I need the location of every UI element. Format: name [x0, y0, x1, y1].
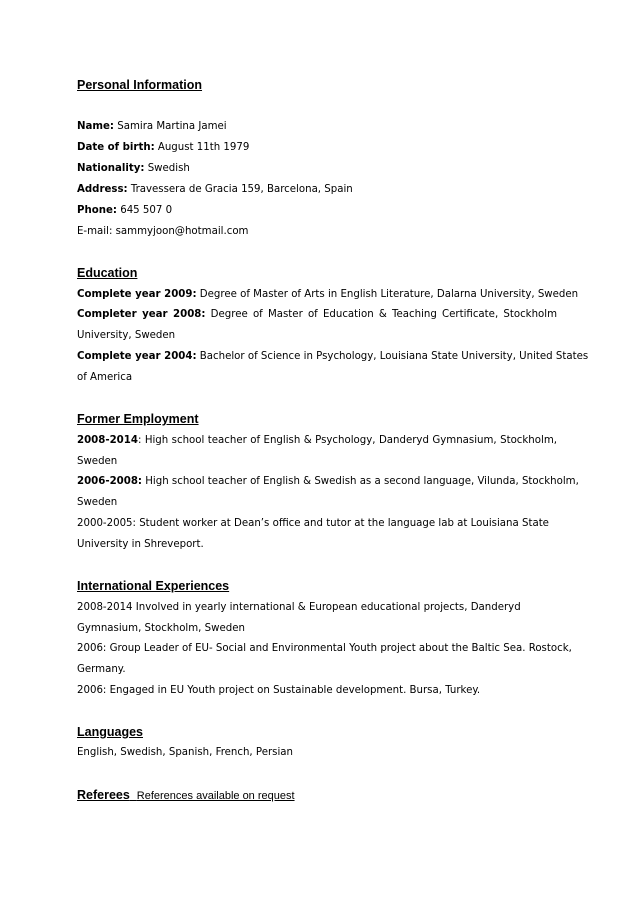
education-year-label: Completer year 2008:	[77, 309, 206, 320]
employment-continuation: Sweden	[77, 456, 118, 467]
international-continuation: Germany.	[77, 664, 126, 675]
nationality-line	[77, 162, 190, 176]
phone-label: Phone:	[77, 205, 117, 216]
languages-list: English, Swedish, Spanish, French, Persian	[77, 747, 293, 758]
employment-description: High school teacher of English & Swedish as a second language, Vilunda, Stockholm,	[142, 476, 579, 487]
education-continuation: University, Sweden	[77, 330, 176, 341]
employment-item	[77, 434, 557, 448]
international-item: 2008-2014 Involved in yearly international & European educational projects, Danderyd	[77, 602, 521, 613]
employment-item: 2000-2005: Student worker at Dean’s office and tutor at the language lab at Louisiana State	[77, 518, 549, 529]
employment-heading: Former Employment	[77, 412, 199, 426]
languages-heading: Languages	[77, 725, 143, 739]
education-item	[77, 308, 557, 322]
phone-value: 645 507 0	[116, 205, 173, 216]
dob-label: Date of birth:	[77, 142, 155, 153]
education-description: Degree of Master of Arts in English Literature, Dalarna University, Sweden	[196, 289, 579, 300]
education-heading: Education	[77, 266, 138, 280]
referees-text: References available on request	[136, 790, 295, 802]
nationality-value: Swedish	[144, 163, 190, 174]
international-continuation: Gymnasium, Stockholm, Sweden	[77, 623, 245, 634]
employment-years-label: 2008-2014	[77, 435, 138, 446]
international-item: 2006: Engaged in EU Youth project on Sustainable development. Bursa, Turkey.	[77, 685, 481, 696]
address-line	[77, 183, 353, 197]
employment-item	[77, 475, 579, 489]
personal-information-heading: Personal Information	[77, 78, 203, 92]
employment-description: : High school teacher of English & Psychology, Danderyd Gymnasium, Stockholm,	[137, 435, 557, 446]
referees-label: Referees	[77, 788, 130, 802]
education-item	[77, 350, 588, 364]
education-year-label: Complete year 2004:	[77, 351, 197, 362]
phone-line	[77, 204, 172, 218]
international-heading: International Experiences	[77, 579, 230, 593]
international-item: 2006: Group Leader of EU- Social and Environmental Youth project about the Baltic Sea. Rostock,	[77, 643, 572, 654]
education-year-label: Complete year 2009:	[77, 289, 197, 300]
education-description: Degree of Master of Education & Teaching Certificate, Stockholm	[205, 309, 558, 320]
employment-continuation: Sweden	[77, 497, 118, 508]
dob-value: August 11th 1979	[154, 142, 250, 153]
email-line: E-mail: sammyjoon@hotmail.com	[77, 226, 249, 237]
name-value: Samira Martina Jamei	[114, 121, 227, 132]
employment-continuation: University in Shreveport.	[77, 539, 204, 550]
address-label: Address:	[77, 184, 128, 195]
education-item	[77, 288, 578, 302]
education-continuation: of America	[77, 372, 133, 383]
referees-heading	[77, 788, 295, 802]
education-description: Bachelor of Science in Psychology, Louisiana State University, United States	[196, 351, 589, 362]
name-line	[77, 120, 227, 134]
employment-years-label: 2006-2008:	[77, 476, 143, 487]
name-label: Name:	[77, 121, 114, 132]
nationality-label: Nationality:	[77, 163, 145, 174]
dob-line	[77, 141, 249, 155]
address-value: Travessera de Gracia 159, Barcelona, Spain	[127, 184, 353, 195]
